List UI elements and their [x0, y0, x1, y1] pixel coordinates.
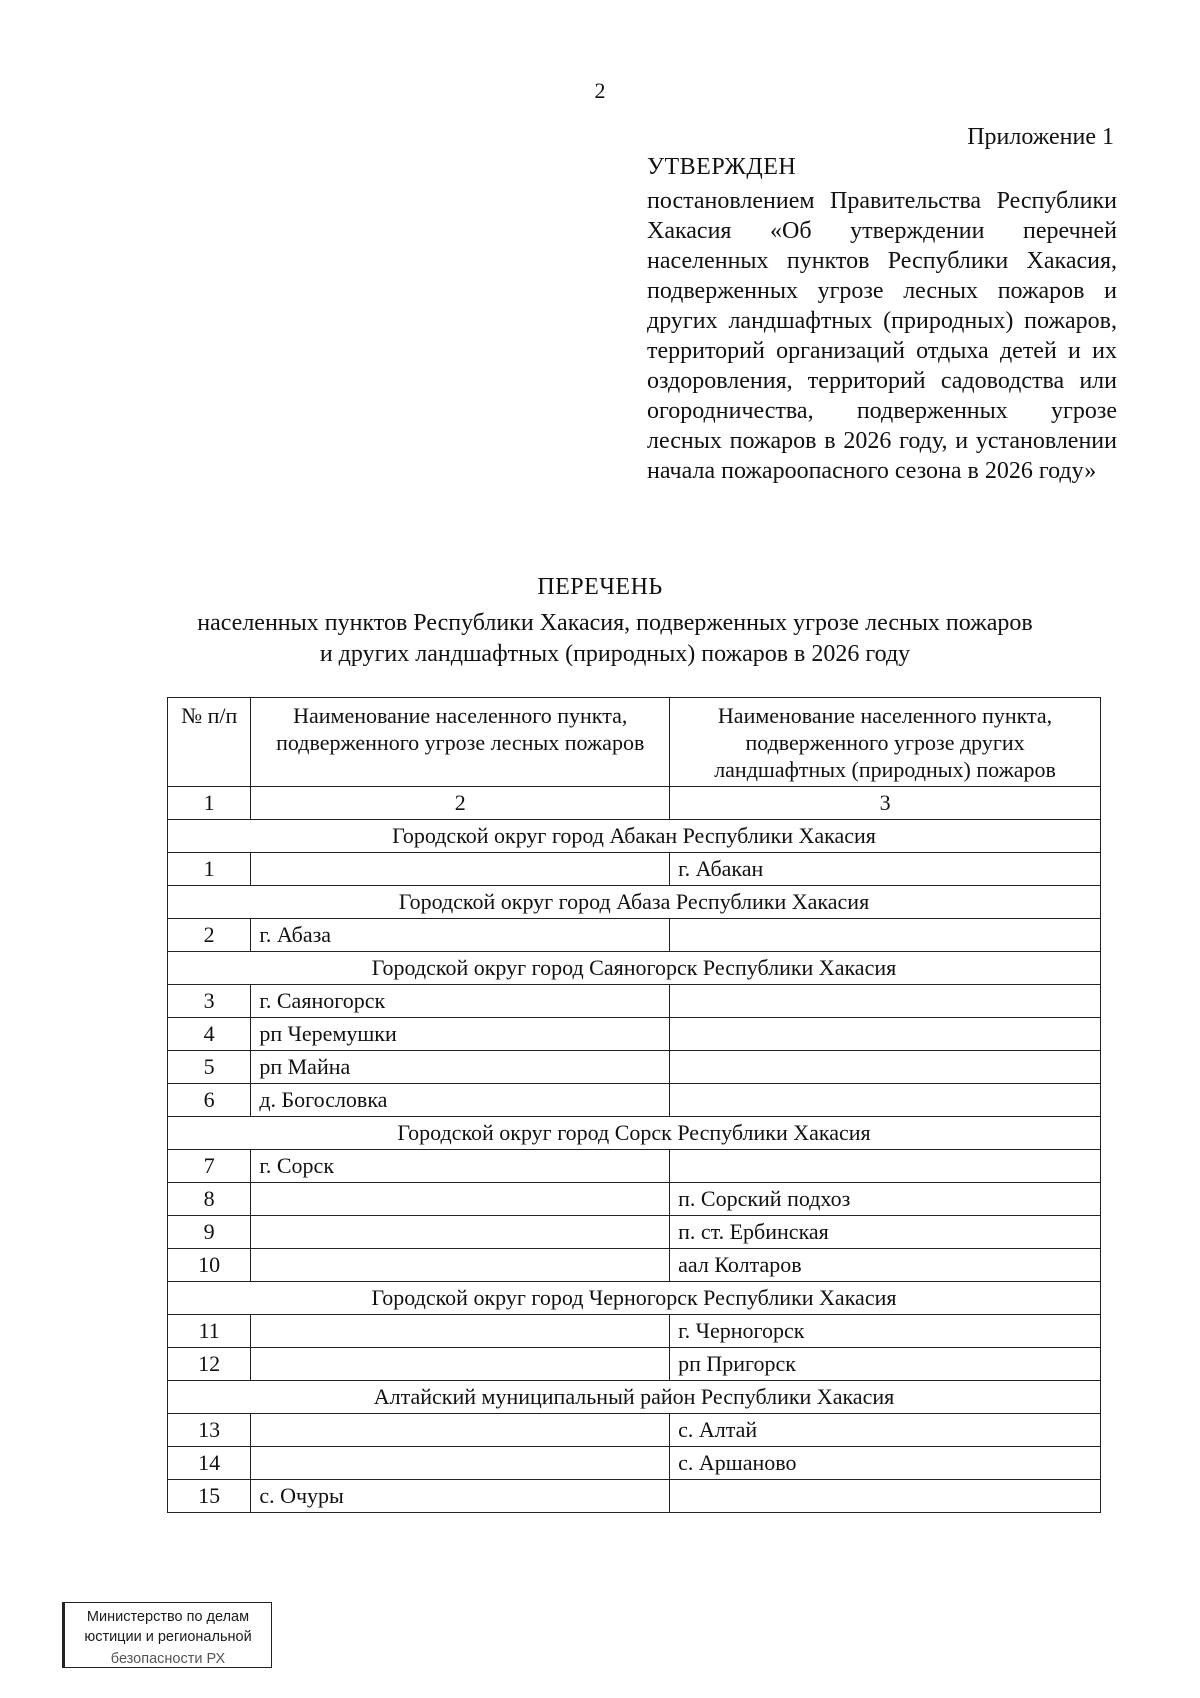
registration-stamp	[62, 1602, 272, 1668]
forest-fire-settlement	[251, 1414, 670, 1447]
row-number: 11	[168, 1315, 251, 1348]
list-subtitle-line: и других ландшафтных (природных) пожаров в 2026 году	[319, 641, 911, 667]
other-fire-settlement	[670, 985, 1101, 1018]
row-number: 15	[168, 1480, 251, 1513]
settlements-table	[167, 697, 1101, 1513]
row-number: 5	[168, 1051, 251, 1084]
forest-fire-settlement	[251, 1216, 670, 1249]
list-title: ПЕРЕЧЕНЬ	[537, 574, 663, 600]
row-number: 4	[168, 1018, 251, 1051]
table-row	[168, 1480, 1101, 1513]
other-fire-settlement: п. ст. Ербинская	[670, 1216, 1101, 1249]
forest-fire-settlement	[251, 1183, 670, 1216]
resolution-text: постановлением Правительства Республики Хакасия «Об утверждении перечней населенных пунктов Республики Хакасия, подверженных угрозе лесных пожаров и других ландшафтных (природных) пожаров, территорий организаций отдыха детей и их оздоровления, территорий садоводства или огородничества, подверженных угрозе лесных пожаров в 2026 году, и установлении начала пожароопасного сезона в 2026 году»	[647, 188, 1117, 484]
section-row	[168, 952, 1101, 985]
forest-fire-settlement	[251, 1348, 670, 1381]
other-fire-settlement	[670, 1051, 1101, 1084]
other-fire-settlement: аал Колтаров	[670, 1249, 1101, 1282]
section-row	[168, 820, 1101, 853]
section-title: Городской округ город Абаза Республики Хакасия	[168, 886, 1101, 919]
row-number: 14	[168, 1447, 251, 1480]
table-row	[168, 1447, 1101, 1480]
forest-fire-settlement: д. Богословка	[251, 1084, 670, 1117]
row-number: 2	[168, 919, 251, 952]
stamp-line: юстиции и региональной	[84, 1629, 252, 1645]
other-fire-settlement: г. Абакан	[670, 853, 1101, 886]
section-row	[168, 1117, 1101, 1150]
other-fire-settlement: г. Черногорск	[670, 1315, 1101, 1348]
table-row	[168, 1183, 1101, 1216]
other-fire-settlement	[670, 1084, 1101, 1117]
section-title: Городской округ город Саяногорск Республики Хакасия	[168, 952, 1101, 985]
stamp-line: безопасности РХ	[110, 1651, 226, 1667]
table-body	[168, 820, 1101, 1513]
other-fire-settlement	[670, 1150, 1101, 1183]
table-row	[168, 1018, 1101, 1051]
other-fire-settlement	[670, 1480, 1101, 1513]
header-num: № п/п	[168, 698, 251, 787]
table-row	[168, 1249, 1101, 1282]
section-row	[168, 1282, 1101, 1315]
column-numbers-row	[168, 787, 1101, 820]
forest-fire-settlement: г. Абаза	[251, 919, 670, 952]
table-row	[168, 985, 1101, 1018]
table-row	[168, 1414, 1101, 1447]
page-number: 2	[594, 78, 606, 103]
other-fire-settlement: с. Аршаново	[670, 1447, 1101, 1480]
section-title: Городской округ город Абакан Республики Хакасия	[168, 820, 1101, 853]
column-number: 2	[251, 787, 670, 820]
other-fire-settlement: с. Алтай	[670, 1414, 1101, 1447]
row-number: 12	[168, 1348, 251, 1381]
forest-fire-settlement: рп Черемушки	[251, 1018, 670, 1051]
table-row	[168, 853, 1101, 886]
forest-fire-settlement	[251, 853, 670, 886]
section-title: Городской округ город Черногорск Республики Хакасия	[168, 1282, 1101, 1315]
forest-fire-settlement: рп Майна	[251, 1051, 670, 1084]
forest-fire-settlement	[251, 1315, 670, 1348]
row-number: 9	[168, 1216, 251, 1249]
other-fire-settlement: рп Пригорск	[670, 1348, 1101, 1381]
list-subtitle	[120, 608, 1110, 670]
table-row	[168, 1150, 1101, 1183]
row-number: 6	[168, 1084, 251, 1117]
forest-fire-settlement	[251, 1249, 670, 1282]
list-subtitle-line: населенных пунктов Республики Хакасия, подверженных угрозе лесных пожаров	[197, 610, 1033, 636]
column-number: 3	[670, 787, 1101, 820]
table-header-row	[168, 698, 1101, 787]
other-fire-settlement	[670, 919, 1101, 952]
forest-fire-settlement: с. Очуры	[251, 1480, 670, 1513]
section-title: Алтайский муниципальный район Республики Хакасия	[168, 1381, 1101, 1414]
other-fire-settlement	[670, 1018, 1101, 1051]
table-row	[168, 1051, 1101, 1084]
table-row	[168, 1216, 1101, 1249]
other-fire-settlement: п. Сорский подхоз	[670, 1183, 1101, 1216]
table-row	[168, 1315, 1101, 1348]
row-number: 1	[168, 853, 251, 886]
forest-fire-settlement: г. Саяногорск	[251, 985, 670, 1018]
approved-label: УТВЕРЖДЕН	[647, 154, 797, 180]
appendix-label: Приложение 1	[967, 124, 1114, 150]
table-row	[168, 1084, 1101, 1117]
table-row	[168, 1348, 1101, 1381]
row-number: 7	[168, 1150, 251, 1183]
row-number: 10	[168, 1249, 251, 1282]
stamp-line: Министерство по делам	[86, 1609, 250, 1625]
column-number: 1	[168, 787, 251, 820]
forest-fire-settlement	[251, 1447, 670, 1480]
row-number: 8	[168, 1183, 251, 1216]
header-other-fire: Наименование населенного пункта, подверженного угрозе других ландшафтных (природных) пожаров	[670, 698, 1101, 787]
section-row	[168, 886, 1101, 919]
row-number: 3	[168, 985, 251, 1018]
forest-fire-settlement: г. Сорск	[251, 1150, 670, 1183]
row-number: 13	[168, 1414, 251, 1447]
header-forest-fire: Наименование населенного пункта, подверженного угрозе лесных пожаров	[251, 698, 670, 787]
table-row	[168, 919, 1101, 952]
section-title: Городской округ город Сорск Республики Хакасия	[168, 1117, 1101, 1150]
section-row	[168, 1381, 1101, 1414]
